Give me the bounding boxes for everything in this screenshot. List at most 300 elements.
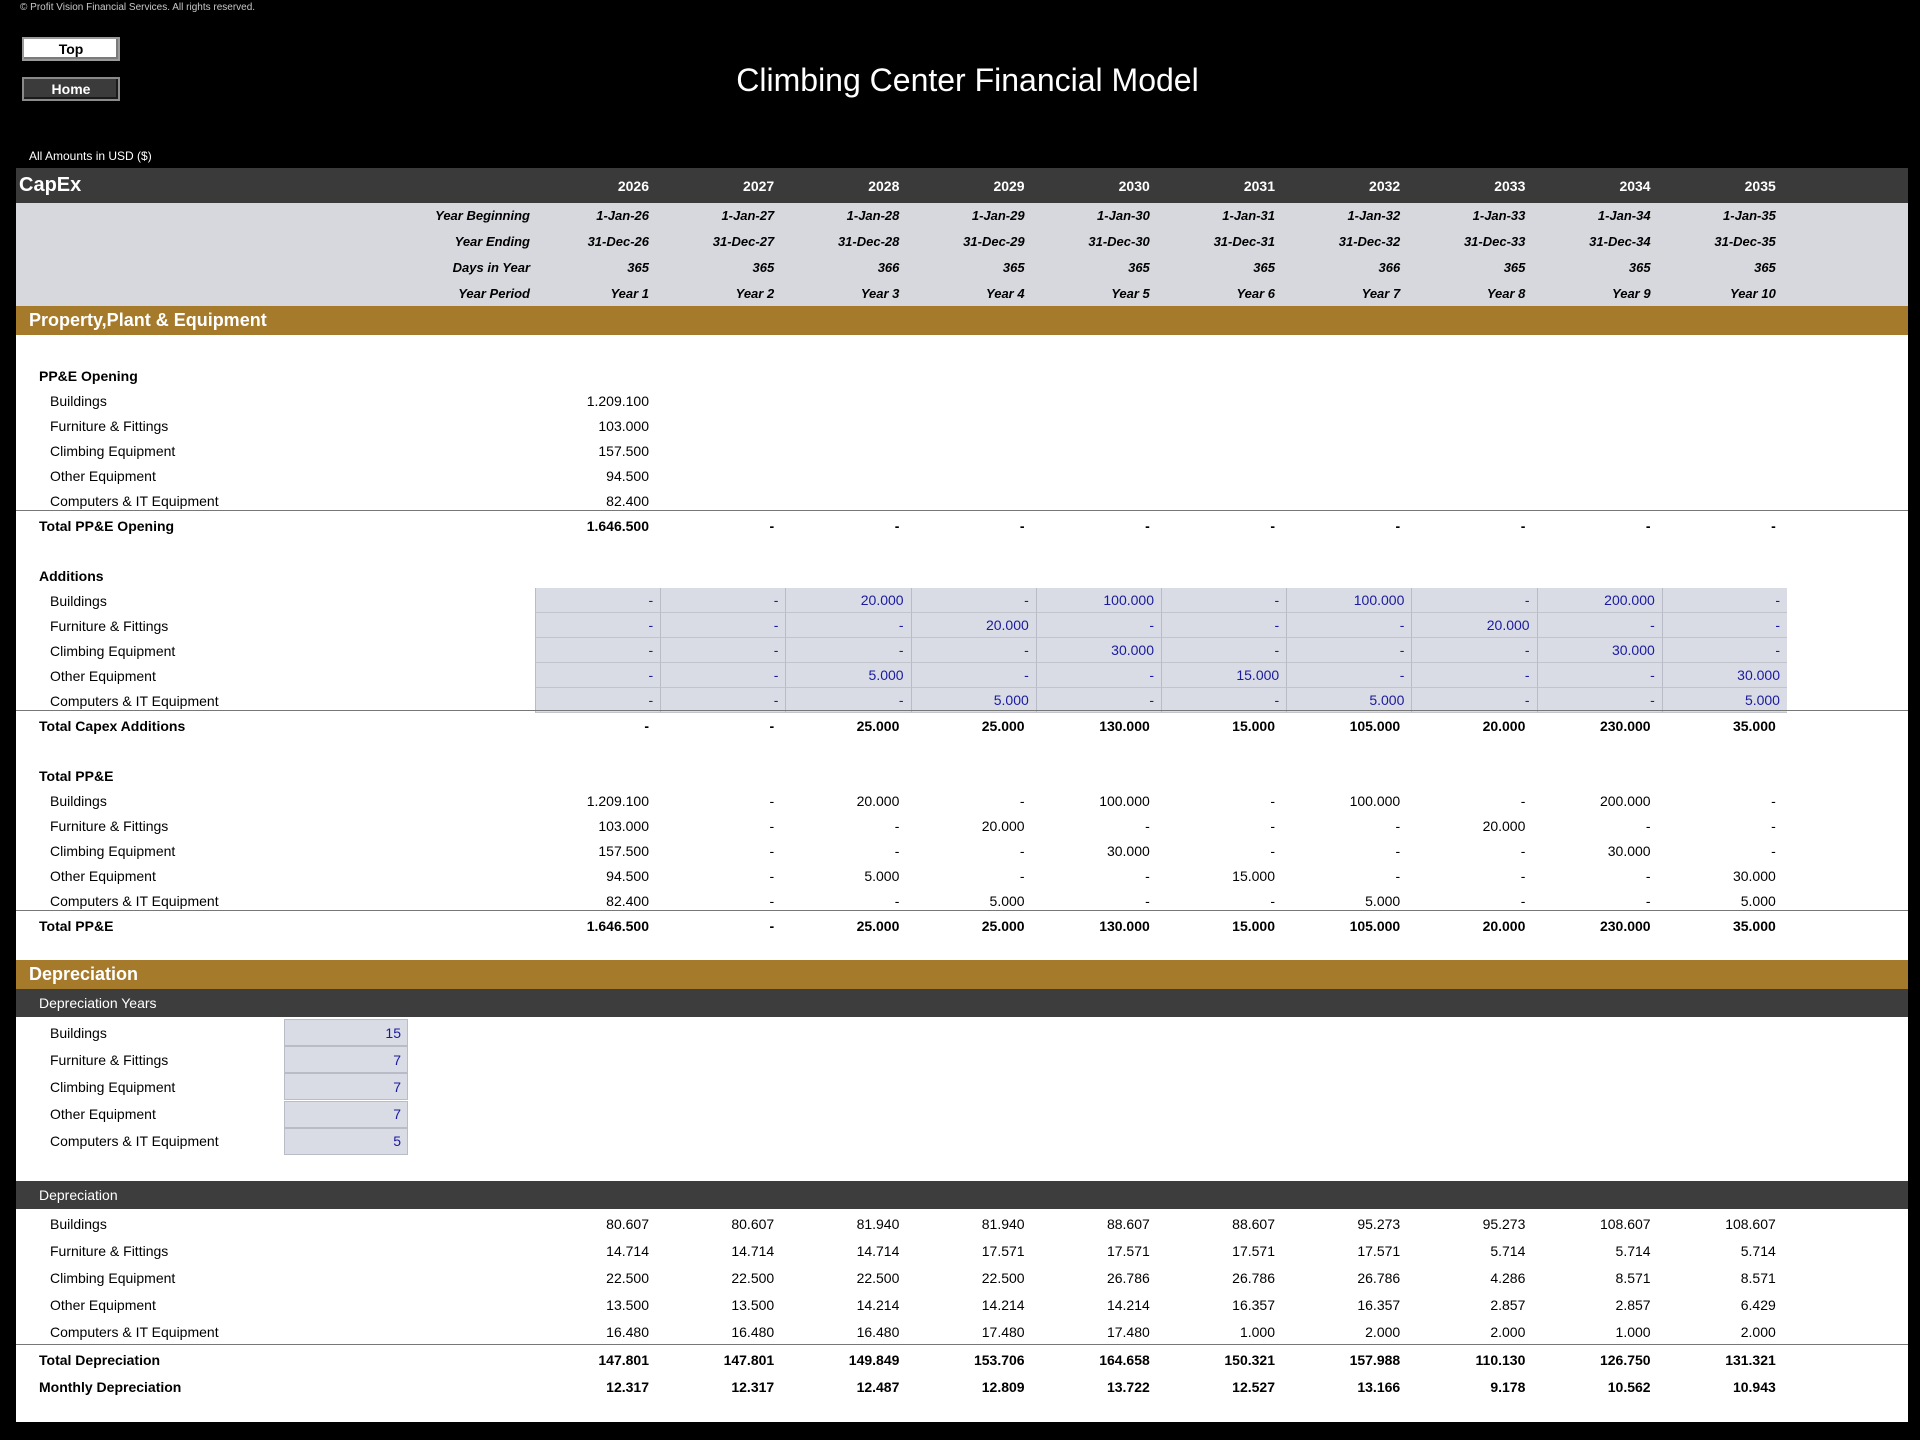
value-cell: 108.607 [1725, 1215, 1776, 1232]
value-cell: - [1270, 817, 1275, 834]
value-cell: - [1520, 792, 1526, 809]
value-cell: 100.000 [1349, 792, 1401, 809]
page-title: Climbing Center Financial Model [736, 62, 1199, 98]
table-row [16, 438, 1908, 463]
value-cell: 22.500 [856, 1269, 900, 1286]
value-cell [1658, 413, 1776, 438]
input-cell[interactable]: - [1036, 613, 1161, 638]
year-header: 2032 [1369, 177, 1401, 194]
header-cell: 1-Jan-35 [1723, 208, 1776, 224]
row-divider [16, 1344, 1908, 1345]
input-cell[interactable]: 20.000 [1411, 613, 1536, 638]
header-cell: Year 10 [1730, 285, 1776, 301]
row-label: Buildings [50, 392, 107, 409]
year-header: 2035 [1744, 177, 1776, 194]
value-cell: 30.000 [1106, 842, 1150, 859]
table-row [16, 413, 1908, 438]
depreciation-years-input[interactable]: 7 [284, 1101, 408, 1128]
input-cell[interactable]: - [1286, 663, 1411, 688]
input-cell[interactable]: 30.000 [1537, 638, 1662, 663]
copyright-text: © Profit Vision Financial Services. All rights reserved. [20, 2, 256, 13]
header-row [16, 255, 1908, 281]
header-cell: 366 [1378, 259, 1401, 275]
value-cell: 230.000 [1599, 717, 1651, 734]
header-cell: 31-Dec-30 [1088, 234, 1150, 250]
header-cell: 365 [1754, 259, 1776, 275]
input-cell[interactable]: - [1161, 588, 1286, 613]
year-header: 2034 [1619, 177, 1651, 194]
value-cell: 82.400 [606, 492, 649, 509]
row-label: Other Equipment [50, 1106, 156, 1123]
input-cell[interactable]: - [535, 588, 660, 613]
header-cell: 1-Jan-29 [971, 208, 1025, 224]
home-button[interactable]: Home [22, 77, 120, 101]
value-cell: 2.857 [1490, 1297, 1526, 1314]
depreciation-years-input[interactable]: 15 [284, 1019, 408, 1046]
value-cell [1407, 388, 1525, 413]
value-cell: - [1645, 892, 1651, 909]
value-cell: 9.178 [1490, 1378, 1526, 1395]
input-cell[interactable]: - [1411, 688, 1536, 713]
value-cell: - [1395, 517, 1401, 534]
value-cell: - [1019, 517, 1025, 534]
header-row-label: Days in Year [452, 259, 530, 275]
input-cell[interactable]: - [1036, 663, 1161, 688]
input-cell[interactable]: - [535, 688, 660, 713]
value-cell: 15.000 [1232, 917, 1275, 934]
value-cell: 1.000 [1615, 1324, 1651, 1341]
header-cell: Year 3 [860, 285, 900, 301]
value-cell [907, 463, 1025, 488]
input-cell[interactable]: - [911, 638, 1036, 663]
input-cell[interactable]: - [1662, 638, 1787, 663]
value-cell [1282, 413, 1400, 438]
value-cell: - [1520, 892, 1526, 909]
input-cell[interactable]: - [911, 663, 1036, 688]
header-cell: 365 [627, 259, 649, 275]
row-divider [16, 510, 1908, 511]
ppe-section-header [16, 306, 1908, 335]
value-cell [656, 463, 774, 488]
value-cell: - [644, 717, 649, 734]
value-cell: 149.849 [848, 1351, 900, 1368]
value-cell: 108.607 [1599, 1215, 1651, 1232]
input-cell[interactable]: - [660, 663, 785, 688]
header-cell: 365 [752, 259, 775, 275]
value-cell: 94.500 [606, 467, 649, 484]
value-cell: - [1145, 867, 1150, 884]
year-header: 2028 [868, 177, 900, 194]
value-cell: 15.000 [1232, 867, 1275, 884]
header-cell: 1-Jan-32 [1347, 208, 1401, 224]
input-cell[interactable]: - [1537, 613, 1662, 638]
value-cell: 88.607 [1232, 1215, 1275, 1232]
year-header: 2027 [743, 177, 775, 194]
total-row [16, 1346, 1908, 1373]
value-cell [1032, 438, 1150, 463]
input-cell[interactable]: 20.000 [911, 613, 1036, 638]
value-cell: 12.527 [1232, 1378, 1275, 1395]
value-cell: 10.943 [1732, 1378, 1776, 1395]
depreciation-years-bar-label: Depreciation Years [39, 995, 157, 1011]
value-cell: 30.000 [1732, 867, 1776, 884]
value-cell: 14.214 [981, 1297, 1025, 1314]
header-cell: 366 [877, 259, 900, 275]
value-cell: 100.000 [1099, 792, 1150, 809]
currency-note: All Amounts in USD ($) [29, 149, 152, 163]
value-cell: 22.500 [606, 1269, 649, 1286]
row-label: Furniture & Fittings [50, 417, 169, 434]
value-cell [907, 388, 1025, 413]
depreciation-years-input[interactable]: 7 [284, 1046, 408, 1073]
value-cell: - [769, 817, 775, 834]
value-cell: 26.786 [1357, 1269, 1401, 1286]
header-cell: Year 2 [735, 285, 775, 301]
value-cell: 1.209.100 [586, 792, 649, 809]
value-cell: - [1270, 842, 1275, 859]
row-label: Total Capex Additions [39, 717, 186, 734]
value-cell [1658, 463, 1776, 488]
input-cell[interactable]: - [535, 638, 660, 663]
value-cell: 13.500 [731, 1297, 775, 1314]
value-cell [1032, 413, 1150, 438]
value-cell: - [769, 717, 775, 734]
input-cell[interactable]: - [1662, 613, 1787, 638]
input-cell[interactable]: - [1537, 688, 1662, 713]
row-label: Climbing Equipment [50, 642, 176, 659]
value-cell: 20.000 [856, 792, 900, 809]
value-cell: 25.000 [981, 917, 1025, 934]
input-cell[interactable]: - [660, 638, 785, 663]
sheet-name: CapEx [19, 174, 82, 196]
row-label: Climbing Equipment [50, 442, 176, 459]
value-cell: 94.500 [606, 867, 649, 884]
value-cell [1157, 413, 1275, 438]
year-header: 2031 [1243, 177, 1275, 194]
header-cell: 365 [1503, 259, 1526, 275]
header-cell: 1-Jan-34 [1597, 208, 1651, 224]
value-cell: - [769, 792, 775, 809]
value-cell: - [1019, 842, 1025, 859]
input-cell[interactable]: 200.000 [1537, 588, 1662, 613]
input-cell[interactable]: - [1286, 638, 1411, 663]
header-cell: Year 8 [1486, 285, 1526, 301]
value-cell [781, 438, 899, 463]
header-cell: 31-Dec-33 [1463, 234, 1526, 250]
input-cell[interactable]: 20.000 [785, 588, 910, 613]
value-cell: 105.000 [1349, 917, 1401, 934]
additions-title [16, 563, 1908, 588]
table-row [16, 1319, 1908, 1346]
value-cell: 80.607 [606, 1215, 649, 1232]
depreciation-section-header-label: Depreciation [29, 964, 139, 984]
value-cell: 81.940 [856, 1215, 900, 1232]
depreciation-bar [16, 1181, 1908, 1209]
value-cell: 8.571 [1740, 1269, 1776, 1286]
table-row [16, 1210, 1908, 1237]
value-cell: - [1145, 517, 1150, 534]
header-cell: 365 [1628, 259, 1651, 275]
value-cell: 82.400 [606, 892, 649, 909]
header-cell: 365 [1002, 259, 1025, 275]
header-cell: 365 [1128, 259, 1150, 275]
table-row [16, 463, 1908, 488]
row-label: Furniture & Fittings [50, 817, 169, 834]
value-cell: 2.000 [1490, 1324, 1526, 1341]
input-cell[interactable]: 30.000 [1662, 663, 1787, 688]
row-label: Total PP&E [39, 917, 114, 934]
value-cell [907, 413, 1025, 438]
value-cell: - [894, 892, 900, 909]
row-label: Computers & IT Equipment [50, 692, 219, 709]
header-cell: Year 5 [1111, 285, 1150, 301]
value-cell: 5.714 [1490, 1242, 1526, 1259]
value-cell [907, 438, 1025, 463]
value-cell [1032, 463, 1150, 488]
value-cell: 16.480 [606, 1324, 649, 1341]
value-cell [656, 388, 774, 413]
header-cell: 31-Dec-34 [1589, 234, 1651, 250]
value-cell: - [894, 517, 900, 534]
value-cell: 95.273 [1482, 1215, 1526, 1232]
input-cell[interactable]: 100.000 [1036, 588, 1161, 613]
row-label: Buildings [50, 592, 107, 609]
value-cell: 1.646.500 [586, 917, 649, 934]
row-label: Total Depreciation [39, 1351, 161, 1368]
value-cell: 17.571 [981, 1242, 1025, 1259]
depreciation-years-input[interactable]: 5 [284, 1128, 408, 1155]
value-cell: - [1771, 842, 1776, 859]
value-cell: 10.562 [1607, 1378, 1651, 1395]
row-label: Computers & IT Equipment [50, 892, 219, 909]
header-cell: Year 9 [1612, 285, 1651, 301]
top-button[interactable]: Top [22, 37, 120, 61]
value-cell: 105.000 [1349, 717, 1401, 734]
value-cell: - [1520, 517, 1526, 534]
depreciation-years-row [16, 1101, 1908, 1128]
input-cell[interactable]: - [911, 588, 1036, 613]
input-cell[interactable]: - [660, 688, 785, 713]
value-cell [1533, 413, 1651, 438]
value-cell: 103.000 [598, 817, 649, 834]
table-row [16, 613, 1908, 638]
table-row [16, 1292, 1908, 1319]
header-cell: 365 [1253, 259, 1275, 275]
value-cell: 25.000 [981, 717, 1025, 734]
value-cell: - [1645, 517, 1651, 534]
value-cell [781, 463, 899, 488]
header-cell: 31-Dec-27 [712, 234, 775, 250]
input-cell[interactable]: - [785, 638, 910, 663]
value-cell [1533, 438, 1651, 463]
value-cell: 12.487 [856, 1378, 900, 1395]
header-cell: Year 7 [1361, 285, 1401, 301]
value-cell: 26.786 [1106, 1269, 1150, 1286]
value-cell: 17.480 [1106, 1324, 1150, 1341]
input-cell[interactable]: - [1286, 613, 1411, 638]
row-label: Computers & IT Equipment [50, 492, 219, 509]
value-cell: 14.214 [1106, 1297, 1150, 1314]
value-cell: 2.000 [1740, 1324, 1776, 1341]
value-cell: - [1520, 842, 1526, 859]
year-header: 2030 [1118, 177, 1150, 194]
row-label: Climbing Equipment [50, 1078, 176, 1095]
value-cell: 22.500 [981, 1269, 1025, 1286]
depreciation-years-row [16, 1046, 1908, 1073]
input-cell[interactable]: - [660, 588, 785, 613]
row-label: Buildings [50, 792, 107, 809]
header-cell: 1-Jan-28 [846, 208, 900, 224]
value-cell: - [1771, 792, 1776, 809]
value-cell: 130.000 [1099, 917, 1150, 934]
value-cell: - [1771, 817, 1776, 834]
total-ppe-title-label: Total PP&E [39, 767, 114, 784]
value-cell: 80.607 [731, 1215, 775, 1232]
value-cell: 16.357 [1232, 1297, 1275, 1314]
input-cell[interactable]: - [1161, 638, 1286, 663]
value-cell: - [1145, 817, 1150, 834]
input-cell[interactable]: - [1161, 613, 1286, 638]
row-divider [16, 710, 1908, 711]
section-underline [16, 335, 284, 336]
value-cell: 12.317 [606, 1378, 649, 1395]
value-cell: 126.750 [1599, 1351, 1651, 1368]
header-row [16, 203, 1908, 229]
period-header [16, 203, 1908, 306]
total-row [16, 513, 1908, 538]
table-row [16, 838, 1908, 863]
value-cell: 22.500 [731, 1269, 775, 1286]
value-cell [656, 413, 774, 438]
row-label: Furniture & Fittings [50, 617, 169, 634]
value-cell: - [894, 842, 900, 859]
value-cell: 157.500 [598, 842, 649, 859]
input-cell[interactable]: - [1036, 688, 1161, 713]
total-row [16, 913, 1908, 938]
value-cell: 16.357 [1357, 1297, 1401, 1314]
input-cell[interactable]: 5.000 [785, 663, 910, 688]
total-ppe-title [16, 763, 1908, 788]
value-cell: 230.000 [1599, 917, 1651, 934]
value-cell: 15.000 [1232, 717, 1275, 734]
value-cell: 17.571 [1357, 1242, 1401, 1259]
input-cell[interactable]: 100.000 [1286, 588, 1411, 613]
table-row [16, 1264, 1908, 1291]
table-row [16, 638, 1908, 663]
row-label: Climbing Equipment [50, 842, 176, 859]
depreciation-years-row [16, 1019, 1908, 1046]
value-cell: 5.000 [1365, 892, 1401, 909]
value-cell: 17.480 [981, 1324, 1025, 1341]
ppe-opening-title [16, 363, 1908, 388]
header-cell: Year 4 [986, 285, 1025, 301]
total-row [16, 713, 1908, 738]
input-cell[interactable]: - [1411, 638, 1536, 663]
depreciation-years-row [16, 1128, 1908, 1155]
value-cell: 110.130 [1475, 1351, 1526, 1368]
value-cell: - [894, 817, 900, 834]
value-cell: 157.500 [598, 442, 649, 459]
value-cell: - [1395, 817, 1401, 834]
input-cell[interactable]: - [785, 688, 910, 713]
total-row [16, 1373, 1908, 1400]
input-cell[interactable]: 15.000 [1161, 663, 1286, 688]
row-label: Other Equipment [50, 1297, 156, 1314]
value-cell: 25.000 [856, 917, 900, 934]
value-cell: - [1145, 892, 1150, 909]
input-cell[interactable]: - [1662, 588, 1787, 613]
table-row [16, 663, 1908, 688]
input-cell[interactable]: - [785, 613, 910, 638]
value-cell: 5.714 [1615, 1242, 1651, 1259]
ppe-opening-title-label: PP&E Opening [39, 367, 138, 384]
value-cell: 88.607 [1106, 1215, 1150, 1232]
value-cell: 130.000 [1099, 717, 1150, 734]
header-cell: Year 1 [610, 285, 649, 301]
value-cell [781, 413, 899, 438]
input-cell[interactable]: - [535, 613, 660, 638]
value-cell: - [1645, 817, 1651, 834]
value-cell: 2.000 [1365, 1324, 1401, 1341]
value-cell: 13.500 [606, 1297, 649, 1314]
value-cell: 13.722 [1106, 1378, 1150, 1395]
value-cell: 20.000 [1482, 917, 1526, 934]
value-cell: 5.000 [864, 867, 900, 884]
value-cell: 14.714 [606, 1242, 649, 1259]
row-label: Furniture & Fittings [50, 1242, 169, 1259]
value-cell: 12.317 [731, 1378, 775, 1395]
input-cell[interactable]: 5.000 [1662, 688, 1787, 713]
table-row [16, 788, 1908, 813]
input-cell[interactable]: - [1537, 663, 1662, 688]
value-cell: 8.571 [1615, 1269, 1651, 1286]
input-cell[interactable]: - [1411, 588, 1536, 613]
header-cell: 31-Dec-28 [837, 234, 900, 250]
header-cell: 31-Dec-29 [963, 234, 1025, 250]
row-label: Other Equipment [50, 667, 156, 684]
value-cell [1533, 463, 1651, 488]
depreciation-years-input[interactable]: 7 [284, 1073, 408, 1100]
value-cell [1157, 388, 1275, 413]
value-cell: - [1019, 792, 1025, 809]
value-cell: - [1395, 842, 1401, 859]
table-row [16, 588, 1908, 613]
value-cell: 131.321 [1725, 1351, 1776, 1368]
header-cell: Year 6 [1236, 285, 1275, 301]
value-cell: 1.646.500 [586, 517, 649, 534]
value-cell: 103.000 [598, 417, 649, 434]
value-cell: 16.480 [856, 1324, 900, 1341]
table-row [16, 1237, 1908, 1264]
input-cell[interactable]: - [1411, 663, 1536, 688]
input-cell[interactable]: - [660, 613, 785, 638]
input-cell[interactable]: 5.000 [1286, 688, 1411, 713]
sheet-header-bar [16, 168, 1908, 203]
input-cell[interactable]: - [535, 663, 660, 688]
header-cell: 31-Dec-31 [1213, 234, 1275, 250]
value-cell: 5.000 [1740, 892, 1776, 909]
value-cell [781, 388, 899, 413]
value-cell: 14.214 [856, 1297, 900, 1314]
value-cell: 17.571 [1232, 1242, 1275, 1259]
year-header: 2026 [617, 177, 649, 194]
value-cell: 13.166 [1357, 1378, 1401, 1395]
input-cell[interactable]: - [1161, 688, 1286, 713]
input-cell[interactable]: 5.000 [911, 688, 1036, 713]
input-cell[interactable]: 30.000 [1036, 638, 1161, 663]
value-cell: 150.321 [1224, 1351, 1275, 1368]
row-label: Furniture & Fittings [50, 1051, 169, 1068]
